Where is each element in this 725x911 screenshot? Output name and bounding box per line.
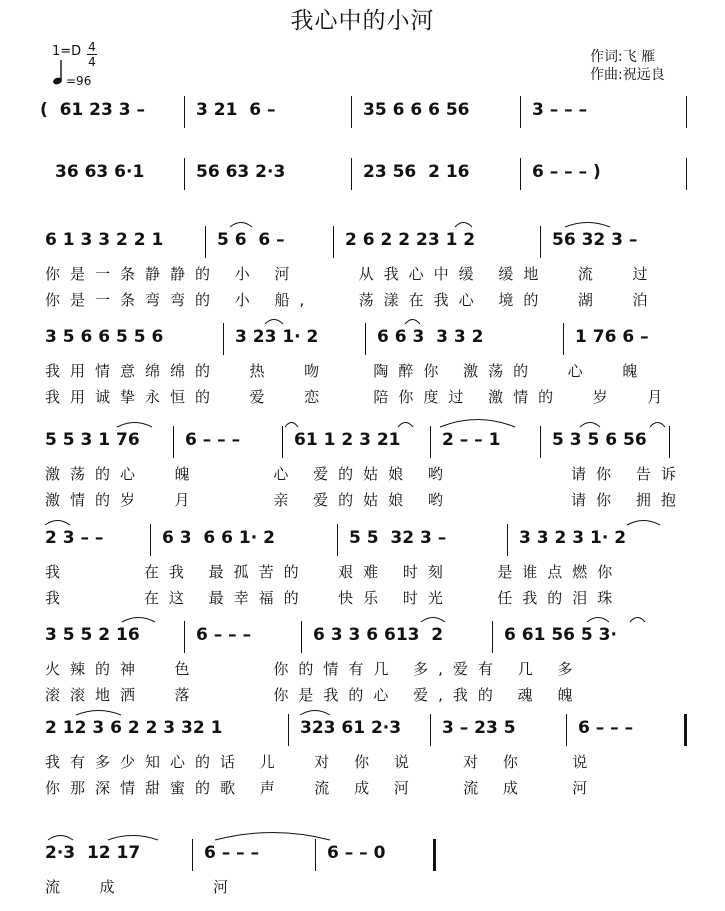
lyrics-verse-2: 你那深情甜蜜的歌 声 流 成 河 流 成 河 xyxy=(45,779,598,797)
lyrics-verse-2: 滚滚地洒 落 你是我的心 爱,我的 魂 魄 xyxy=(45,686,583,704)
measure: 6 3 3 6 613 2 xyxy=(313,625,444,645)
bar-line xyxy=(333,226,334,258)
measure: 35 6 6 6 56 xyxy=(363,100,470,120)
bar-line xyxy=(282,426,283,458)
tempo-marking: =96 xyxy=(66,74,92,88)
measure: 2 3 – – xyxy=(45,528,104,548)
measure: 1 76 6 – xyxy=(575,327,649,347)
lyrics-verse-1: 你是一条静静的 小 河 从我心中缓 缓地 流 过 xyxy=(45,265,658,283)
song-title: 我心中的小河 xyxy=(290,8,435,34)
slur-marks xyxy=(0,218,725,228)
lyrics-verse-1: 我有多少知心的话 儿 对 你 说 对 你 说 xyxy=(45,753,598,771)
lyrics-verse-1: 我 在我 最孤苦的 艰难 时刻 是谁点燃你 xyxy=(45,563,623,581)
slur-marks xyxy=(0,315,725,325)
bar-line xyxy=(430,714,431,746)
bar-line xyxy=(507,524,508,556)
music-row xyxy=(0,625,725,704)
measure: 3 3 2 3 1· 2 xyxy=(519,528,627,548)
lyrics-verse-1: 流 成 河 xyxy=(45,878,239,896)
key-signature: 1=D xyxy=(52,44,82,59)
measure: 323 61 2·3 xyxy=(300,718,402,738)
measure: 56 63 2·3 xyxy=(196,162,286,182)
measure: 6 – – – xyxy=(204,843,260,863)
measure: 3 21 6 – xyxy=(196,100,276,120)
bar-line xyxy=(223,323,224,355)
bar-line xyxy=(430,426,431,458)
measure: 23 56 2 16 xyxy=(363,162,470,182)
measure: 6 61 56 5 3· xyxy=(504,625,617,645)
bar-line xyxy=(433,839,436,871)
slur-marks xyxy=(0,150,725,160)
bar-line xyxy=(288,714,289,746)
time-signature-top: 4 xyxy=(88,40,96,54)
measure: 6 – – – ) xyxy=(532,162,601,182)
music-row xyxy=(0,430,725,509)
bar-line xyxy=(563,323,564,355)
measure: 5 5 32 3 – xyxy=(349,528,447,548)
measure: 6 3 6 6 1· 2 xyxy=(162,528,275,548)
time-signature-bottom: 4 xyxy=(88,55,96,69)
bar-line xyxy=(150,524,151,556)
measure: ( 61 23 3 – xyxy=(40,100,146,120)
measure: 61 1 2 3 21 xyxy=(294,430,401,450)
music-row xyxy=(0,843,725,911)
lyrics-verse-2: 你是一条弯弯的 小 船, 荡漾在我心 境的 湖 泊 xyxy=(45,291,658,309)
bar-line xyxy=(684,714,687,746)
bar-line xyxy=(337,524,338,556)
bar-line xyxy=(520,158,521,190)
measure: 3 5 6 6 5 5 6 xyxy=(45,327,164,347)
bar-line xyxy=(351,158,352,190)
measure: 2·3 12 17 xyxy=(45,843,141,863)
measure: 6 6 3 3 3 2 xyxy=(377,327,484,347)
measure: 5 6 6 – xyxy=(217,230,285,250)
measure: 2 12 3 6 2 2 3 32 1 xyxy=(45,718,223,738)
slur-marks xyxy=(0,88,725,98)
bar-line xyxy=(686,158,687,190)
bar-line xyxy=(184,158,185,190)
bar-line xyxy=(540,226,541,258)
measure: 6 1 3 3 2 2 1 xyxy=(45,230,164,250)
bar-line xyxy=(301,621,302,653)
measure: 2 6 2 2 23 1 2 xyxy=(345,230,476,250)
music-row xyxy=(0,528,725,607)
bar-line xyxy=(315,839,316,871)
slur-marks xyxy=(0,418,725,428)
bar-line xyxy=(540,426,541,458)
lyrics-verse-2: 我 在这 最幸福的 快乐 时光 任我的泪珠 xyxy=(45,589,623,607)
composer-credit: 作曲:祝远良 xyxy=(590,67,665,83)
lyrics-verse-2: 激情的岁 月 亲 爱的姑娘 哟 请你 拥抱 xyxy=(45,491,686,509)
lyrics-verse-1: 火辣的神 色 你的情有几 多,爱有 几 多 xyxy=(45,660,583,678)
music-row xyxy=(0,327,725,406)
music-row xyxy=(0,718,725,797)
numbered-notes xyxy=(0,162,725,202)
slur-marks xyxy=(0,613,725,623)
measure: 5 5 3 1 76 xyxy=(45,430,140,450)
measure: 6 – – 0 xyxy=(327,843,386,863)
bar-line xyxy=(351,96,352,128)
measure: 5 3 5 6 56 xyxy=(552,430,647,450)
bar-line xyxy=(492,621,493,653)
slur-marks xyxy=(0,706,725,716)
measure: 2 – – 1 xyxy=(442,430,501,450)
measure: 3 5 5 2 16 xyxy=(45,625,140,645)
slur-marks xyxy=(0,831,725,841)
bar-line xyxy=(184,621,185,653)
bar-line xyxy=(205,226,206,258)
quarter-note-icon xyxy=(52,58,64,86)
lyrics-verse-1: 我用情意绵绵的 热 吻 陶醉你 激荡的 心 魄 xyxy=(45,362,648,380)
bar-line xyxy=(173,426,174,458)
bar-line xyxy=(365,323,366,355)
measure: 3 – 23 5 xyxy=(442,718,516,738)
lyricist-credit: 作词:飞 雁 xyxy=(590,49,656,65)
time-signature xyxy=(87,40,97,69)
lyrics-verse-2: 我用诚挚永恒的 爱 恋 陪你度过 激情的 岁 月 xyxy=(45,388,673,406)
slur-marks xyxy=(0,516,725,526)
numbered-notes xyxy=(0,100,725,140)
measure: 56 32 3 – xyxy=(552,230,638,250)
bar-line xyxy=(192,839,193,871)
measure: 6 – – – xyxy=(196,625,252,645)
bar-line xyxy=(520,96,521,128)
measure: 3 – – – xyxy=(532,100,588,120)
bar-line xyxy=(669,426,670,458)
bar-line xyxy=(686,96,687,128)
music-row xyxy=(0,230,725,309)
measure: 36 63 6·1 xyxy=(55,162,145,182)
bar-line xyxy=(566,714,567,746)
measure: 6 – – – xyxy=(578,718,634,738)
measure: 3 23 1· 2 xyxy=(235,327,319,347)
measure: 6 – – – xyxy=(185,430,241,450)
lyrics-verse-1: 激荡的心 魄 心 爱的姑娘 哟 请你 告诉 xyxy=(45,465,686,483)
bar-line xyxy=(184,96,185,128)
